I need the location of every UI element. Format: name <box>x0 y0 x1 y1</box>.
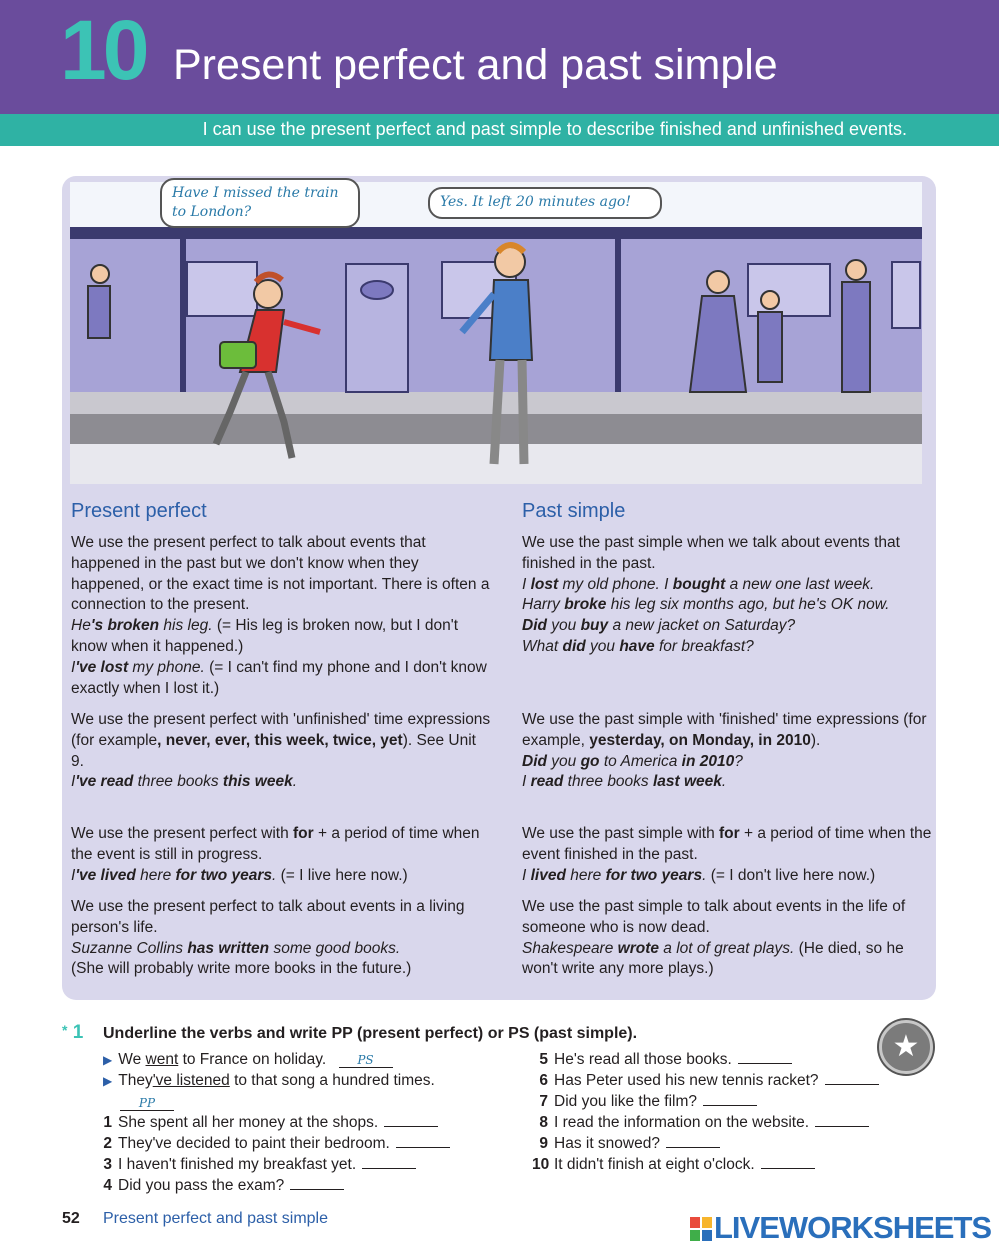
pp-example-time: for two years <box>175 866 272 884</box>
ps-example-text: I <box>522 773 531 791</box>
item-sentence: Did you like the film? <box>554 1093 698 1110</box>
example-item-2-answer-line <box>120 1094 174 1112</box>
ps-rule-3 <box>522 824 942 886</box>
page-title: Present perfect and past simple <box>173 41 778 89</box>
ps-example-verb: lived <box>530 866 566 884</box>
ps-example-verb: did <box>562 637 586 655</box>
example-item-1 <box>103 1051 393 1069</box>
ps-rule-1 <box>522 533 942 658</box>
pp-rule-2-end: ). See Unit 9. <box>71 731 476 770</box>
ps-example-text: a new jacket on Saturday? <box>608 617 796 635</box>
exercise-item <box>96 1177 344 1195</box>
item-number: 3 <box>103 1156 112 1173</box>
pp-rule-3 <box>71 824 491 886</box>
ps-example-verb: Did <box>522 617 547 635</box>
item-sentence: Has it snowed? <box>554 1135 660 1152</box>
ps-example-text: . <box>721 773 727 791</box>
answer-blank[interactable] <box>703 1105 757 1106</box>
exercise-item <box>532 1072 879 1090</box>
answer-blank[interactable] <box>384 1126 438 1127</box>
exercise-item <box>96 1114 438 1132</box>
example-text: We <box>118 1051 146 1068</box>
brand-mark-icon <box>690 1217 712 1241</box>
pp-example-text: three books <box>133 773 223 791</box>
present-perfect-heading: Present perfect <box>71 500 207 522</box>
answer-blank[interactable] <box>396 1147 450 1148</box>
liveworksheets-logo <box>690 1210 991 1246</box>
pp-example-text: my phone. <box>128 658 205 676</box>
pp-example-verb: 've lost <box>75 658 129 676</box>
exercise-number <box>62 1022 83 1044</box>
item-number: 7 <box>539 1093 548 1110</box>
pillar <box>180 239 186 392</box>
pp-example-verb: 's broken <box>90 617 160 635</box>
pp-rule-2-text: We use the present perfect with 'unfinished' time expressions (for example <box>71 711 491 749</box>
pillar <box>615 239 621 392</box>
door-window <box>361 281 393 299</box>
pp-for-keyword: for <box>293 825 314 842</box>
ps-example-text: . <box>702 866 707 884</box>
ps-example-verb: go <box>580 752 600 770</box>
ps-example-verb: buy <box>580 617 609 635</box>
ps-example-text: for breakfast? <box>654 637 754 655</box>
answer-blank[interactable] <box>815 1126 869 1127</box>
pp-rule-2 <box>71 710 491 793</box>
pp-example-text: Suzanne Collins <box>71 939 188 957</box>
pp-example-text: He <box>71 617 91 635</box>
item-sentence: It didn't finish at eight o'clock. <box>554 1156 755 1173</box>
ps-example-verb: wrote <box>617 939 659 957</box>
ps-example-text: ? <box>734 752 743 770</box>
pp-example-text: I <box>71 658 76 676</box>
pp-example-text: I <box>71 866 76 884</box>
pp-example-note: (= His leg is broken now, but I don't know when it happened.) <box>71 617 459 655</box>
ps-example-verb: Did <box>522 752 547 770</box>
pp-rule-1-text: We use the present perfect to talk about events that happened in the past but we don't know when they happened, or the exact time is not important. There is often a connection to the present. <box>71 534 490 614</box>
pp-example-text: his leg. <box>159 617 213 635</box>
triangle-bullet-icon: ▶ <box>103 1074 113 1088</box>
exercise-instruction: Underline the verbs and write PP (present perfect) or PS (past simple). <box>103 1025 638 1042</box>
pp-example-verb: 've read <box>75 773 134 791</box>
difficulty-star-icon: * <box>62 1022 68 1038</box>
ps-example-note: (He died, so he won't write any more plays.) <box>522 939 904 978</box>
ps-example-time: in 2010 <box>681 752 735 770</box>
pp-example-note: (= I can't find my phone and I don't know exactly when I lost it.) <box>71 658 487 697</box>
exercise-item <box>532 1114 869 1132</box>
ps-example-text: a lot of great plays. <box>659 939 795 957</box>
ps-example-time: for two years <box>605 866 703 884</box>
ps-example-text: here <box>565 866 606 884</box>
ps-rule-4-text: We use the past simple to talk about events in the life of someone who is now dead. <box>522 898 906 936</box>
ps-example-verb: read <box>530 773 564 791</box>
pp-rule-4-text: We use the present perfect to talk about events in a living person's life. <box>71 898 465 936</box>
item-number: 2 <box>103 1135 112 1152</box>
ps-rule-2-end: ). <box>810 731 821 749</box>
ps-example-note: (= I don't live here now.) <box>706 866 876 884</box>
ps-example-text: Shakespeare <box>522 939 618 957</box>
pp-time-expressions: , never, ever, this week, twice, yet <box>157 731 403 749</box>
ps-example-verb: bought <box>672 575 726 593</box>
item-sentence: I haven't finished my breakfast yet. <box>118 1156 357 1173</box>
ps-example-text: you <box>546 617 581 635</box>
exercise-item <box>96 1135 450 1153</box>
ps-example-text: you <box>546 752 581 770</box>
ps-rule-4 <box>522 897 942 980</box>
ps-example-text: a new one last week. <box>725 575 875 593</box>
item-number: 8 <box>539 1114 548 1131</box>
example-underlined-verb: went <box>145 1051 179 1068</box>
speech-bubble-boy: Have I missed the train to London? <box>160 178 360 228</box>
pp-example-time: this week <box>222 773 293 791</box>
example-text: They <box>118 1072 153 1089</box>
exercise-item <box>532 1156 815 1174</box>
pp-example-note: (She will probably write more books in the future.) <box>71 960 412 978</box>
wall-window <box>892 262 920 328</box>
pp-example-text: I <box>71 773 76 791</box>
subtitle-band <box>0 114 999 146</box>
unit-number: 10 <box>60 3 146 97</box>
example-answer: PP <box>120 1096 174 1111</box>
pp-example-text: . <box>272 866 277 884</box>
ps-example-text: I <box>522 575 531 593</box>
ps-example-text: his leg six months ago, but he's OK now. <box>606 596 890 614</box>
speech-bubble-man: Yes. It left 20 minutes ago! <box>428 187 662 219</box>
exercise-item <box>532 1093 757 1111</box>
item-sentence: I read the information on the website. <box>554 1114 810 1131</box>
answer-blank[interactable] <box>738 1063 792 1064</box>
item-number: 6 <box>539 1072 548 1089</box>
exercise-item <box>96 1156 416 1174</box>
ps-example-text: to America <box>599 752 682 770</box>
ps-example-text: What <box>522 637 563 655</box>
ps-example-time: last week <box>652 773 722 791</box>
pp-example-note: (= I live here now.) <box>276 866 408 884</box>
wall-top-beam <box>70 227 922 239</box>
learning-objective: I can use the present perfect and past simple to describe finished and unfinished events. <box>202 119 907 139</box>
exercise-number-value: 1 <box>72 1022 84 1043</box>
item-sentence: He's read all those books. <box>554 1051 732 1068</box>
ps-example-text: Harry <box>522 596 565 614</box>
example-text: to France on holiday. <box>178 1051 327 1068</box>
pp-example-text: here <box>135 866 176 884</box>
answer-blank[interactable] <box>362 1168 416 1169</box>
pp-example-text: some good books. <box>269 939 401 957</box>
answer-blank[interactable] <box>666 1147 720 1148</box>
brand-text: LIVEWORKSHEETS <box>714 1210 992 1245</box>
item-sentence: They've decided to paint their bedroom. <box>118 1135 390 1152</box>
triangle-bullet-icon: ▶ <box>103 1053 113 1067</box>
pp-example-verb: has written <box>187 939 270 957</box>
ps-example-verb: lost <box>530 575 559 593</box>
item-sentence: She spent all her money at the shops. <box>118 1114 379 1131</box>
exercise-item <box>532 1051 792 1069</box>
item-sentence: Did you pass the exam? <box>118 1177 285 1194</box>
item-number: 5 <box>539 1051 548 1068</box>
answer-blank[interactable] <box>290 1189 344 1190</box>
item-number: 9 <box>539 1135 548 1152</box>
ps-example-text: I <box>522 866 531 884</box>
answer-blank[interactable] <box>761 1168 815 1169</box>
past-simple-heading: Past simple <box>522 500 626 522</box>
item-sentence: Has Peter used his new tennis racket? <box>554 1072 819 1089</box>
ps-for-keyword: for <box>719 825 740 842</box>
item-number: 1 <box>103 1114 112 1131</box>
example-answer: PS <box>339 1053 393 1068</box>
ps-example-text: my old phone. I <box>558 575 673 593</box>
ps-rule-1-text: We use the past simple when we talk about events that finished in the past. <box>522 534 900 572</box>
pp-rule-1 <box>71 533 491 699</box>
item-number: 4 <box>103 1177 112 1194</box>
example-item-2 <box>103 1072 435 1090</box>
exercise-item <box>532 1135 720 1153</box>
pp-example-text: . <box>292 773 297 791</box>
ps-rule-2 <box>522 710 942 793</box>
item-number: 10 <box>532 1156 550 1173</box>
ps-example-text: you <box>585 637 620 655</box>
ps-example-verb: have <box>619 637 655 655</box>
example-text: to that song a hundred times. <box>229 1072 435 1089</box>
notice-board <box>187 262 257 316</box>
ps-example-verb: broke <box>564 596 607 614</box>
page-number: 52 <box>62 1210 80 1227</box>
answer-blank[interactable] <box>825 1084 879 1085</box>
ps-rule-3-text: We use the past simple with <box>522 825 719 842</box>
pp-example-verb: 've lived <box>75 866 136 884</box>
notice-board <box>748 264 830 316</box>
ps-rule-2-text: We use the past simple with 'finished' time expressions (for example, <box>522 711 927 749</box>
ps-time-expressions: yesterday, on Monday, in 2010 <box>589 731 811 749</box>
footer-section-title: Present perfect and past simple <box>103 1210 329 1227</box>
example-underlined-verb: 've listened <box>152 1072 230 1089</box>
pp-rule-4 <box>71 897 491 980</box>
pp-rule-3-text: We use the present perfect with <box>71 825 293 842</box>
ps-example-text: three books <box>563 773 653 791</box>
pp-rule-3-text: + a period of time when the event is still in progress. <box>71 825 480 863</box>
ps-rule-3-text: + a period of time when the event finished in the past. <box>522 825 932 863</box>
star-icon[interactable]: ★ <box>879 1020 933 1074</box>
